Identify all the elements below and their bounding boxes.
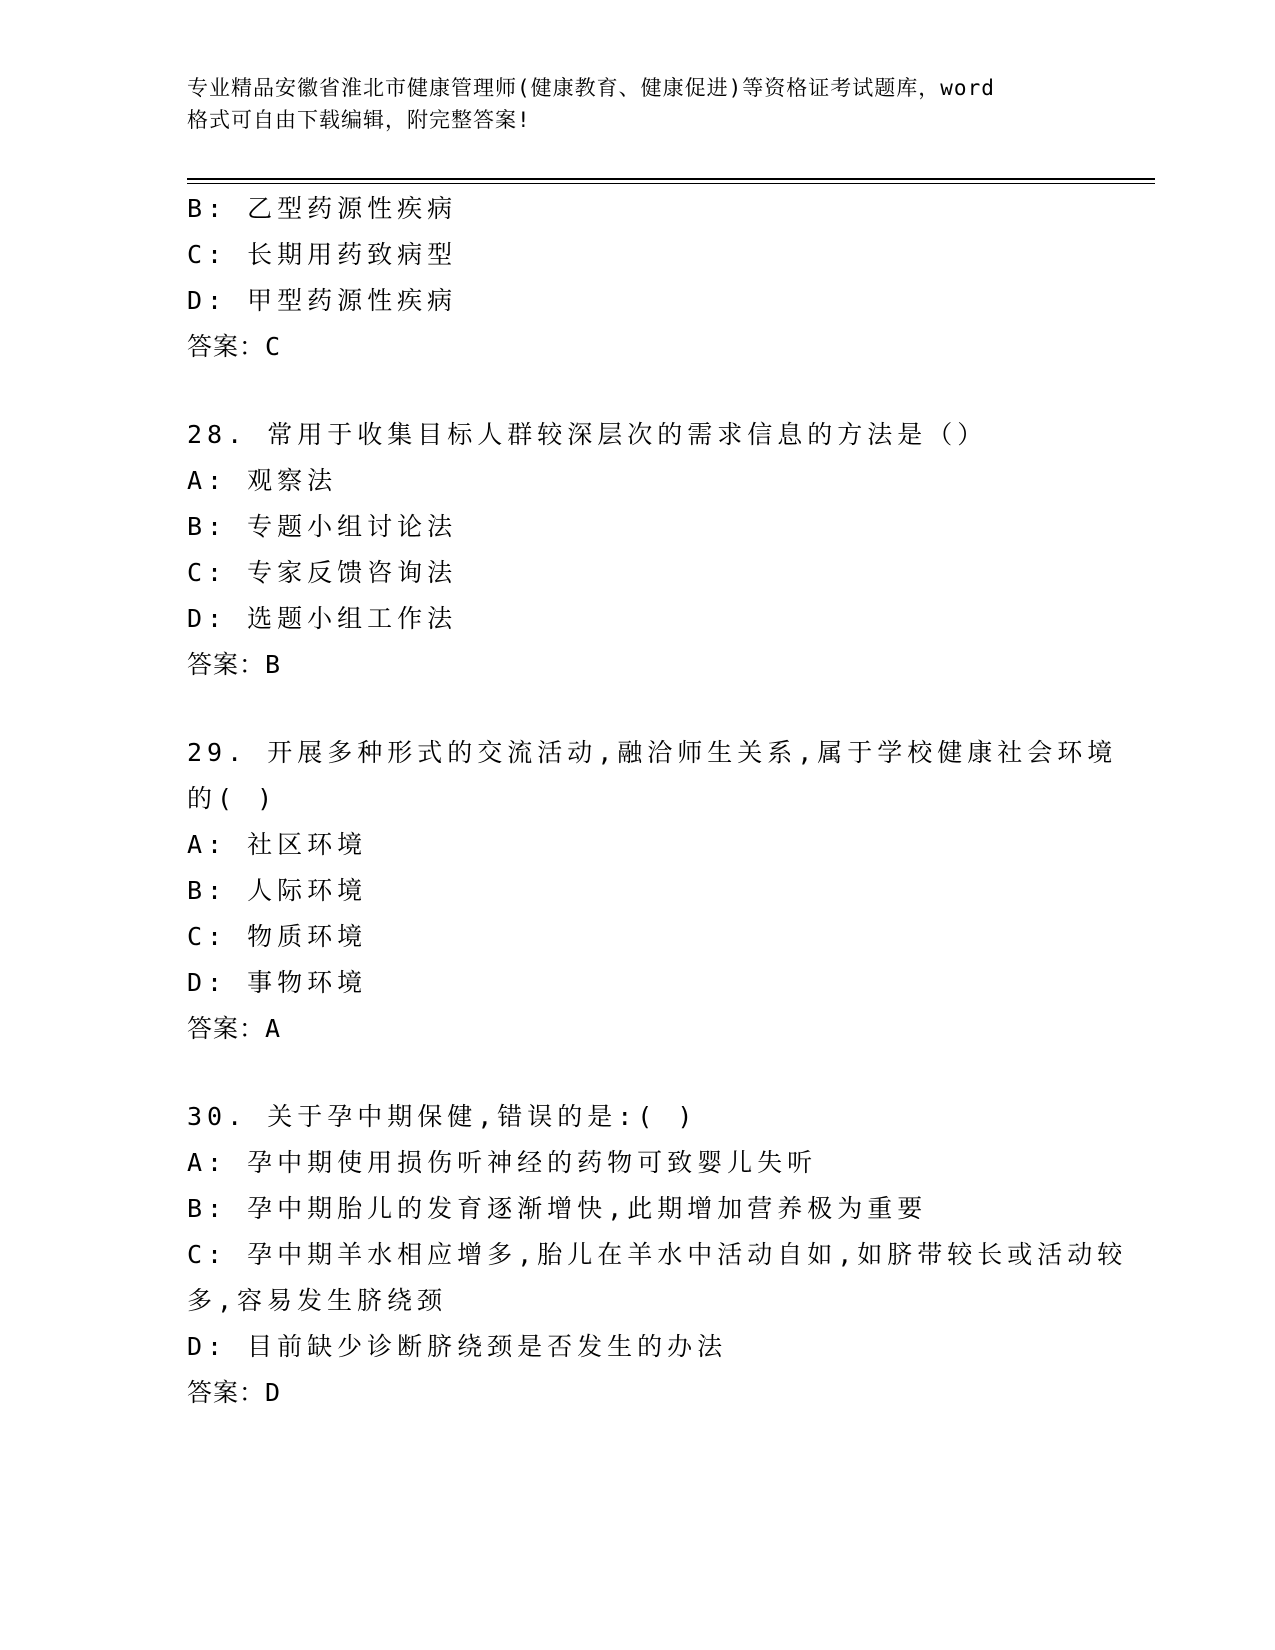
q30-option-d: D: 目前缺少诊断脐绕颈是否发生的办法 xyxy=(187,1332,728,1361)
spacer xyxy=(187,688,1087,730)
q27-answer: 答案：C xyxy=(187,332,282,361)
q30-stem: 30. 关于孕中期保健,错误的是:( ) xyxy=(187,1102,698,1131)
q28-option-a: A: 观察法 xyxy=(187,466,338,495)
q30-answer: 答案：D xyxy=(187,1378,282,1407)
page-header xyxy=(187,72,1107,136)
spacer xyxy=(187,370,1087,412)
q27-option-c: C: 长期用药致病型 xyxy=(187,240,458,269)
q28-option-b: B: 专题小组讨论法 xyxy=(187,512,458,541)
q29-option-b: B: 人际环境 xyxy=(187,876,368,905)
q30-option-a: A: 孕中期使用损伤听神经的药物可致婴儿失听 xyxy=(187,1148,818,1177)
spacer xyxy=(187,1052,1087,1094)
header-line-2: 格式可自由下载编辑，附完整答案! xyxy=(187,108,531,132)
header-rule-thin xyxy=(187,183,1155,184)
q29-answer: 答案：A xyxy=(187,1014,282,1043)
q29-stem-line-2: 的( ) xyxy=(187,784,278,813)
q27-option-d: D: 甲型药源性疾病 xyxy=(187,286,458,315)
q28-option-c: C: 专家反馈咨询法 xyxy=(187,558,458,587)
question-28 xyxy=(187,412,1087,688)
question-27 xyxy=(187,186,1087,370)
q30-option-c-line-2: 多,容易发生脐绕颈 xyxy=(187,1286,448,1315)
q27-option-b: B: 乙型药源性疾病 xyxy=(187,194,458,223)
question-content xyxy=(187,186,1128,1416)
q29-option-c: C: 物质环境 xyxy=(187,922,368,951)
q29-option-d: D: 事物环境 xyxy=(187,968,368,997)
q30-option-c-line-1: C: 孕中期羊水相应增多,胎儿在羊水中活动自如,如脐带较长或活动较 xyxy=(187,1240,1128,1269)
q29-option-a: A: 社区环境 xyxy=(187,830,368,859)
question-30 xyxy=(187,1094,1128,1416)
q28-stem: 28. 常用于收集目标人群较深层次的需求信息的方法是（） xyxy=(187,420,988,449)
q28-option-d: D: 选题小组工作法 xyxy=(187,604,458,633)
header-rule-thick xyxy=(187,178,1155,180)
header-line-1: 专业精品安徽省淮北市健康管理师(健康教育、健康促进)等资格证考试题库，word xyxy=(187,76,995,100)
q30-option-b: B: 孕中期胎儿的发育逐渐增快,此期增加营养极为重要 xyxy=(187,1194,928,1223)
q28-answer: 答案：B xyxy=(187,650,282,679)
question-29 xyxy=(187,730,1118,1052)
q29-stem-line-1: 29. 开展多种形式的交流活动,融洽师生关系,属于学校健康社会环境 xyxy=(187,738,1118,767)
